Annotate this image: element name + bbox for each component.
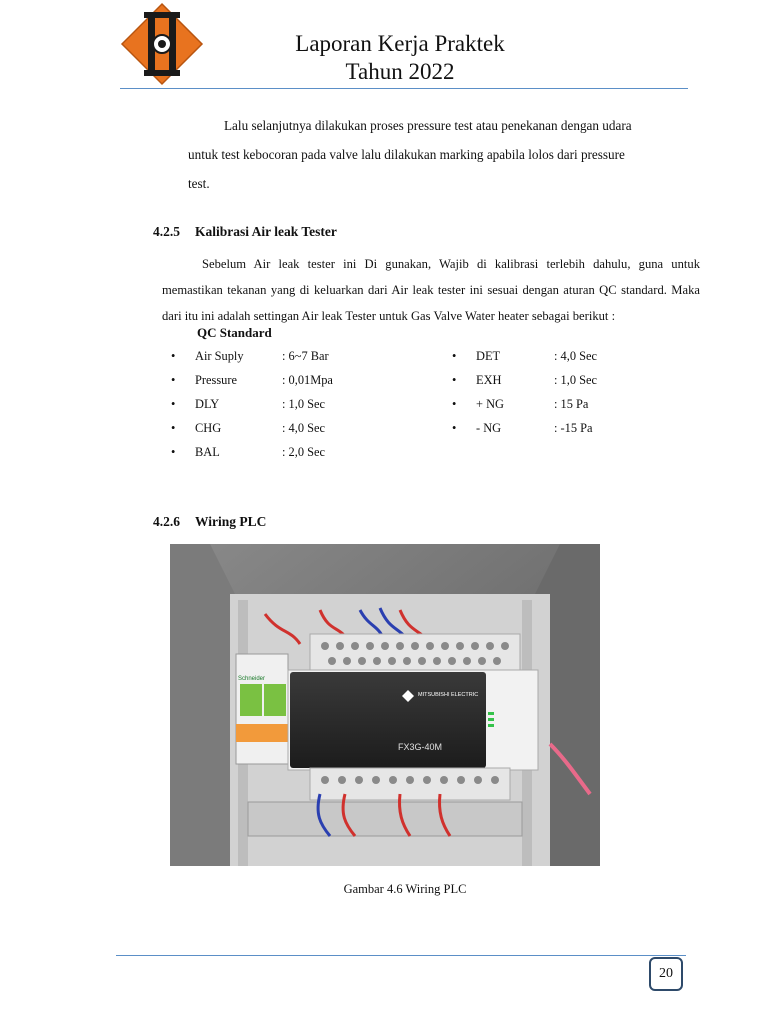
footer-rule (116, 955, 686, 956)
spec-value: : 15 Pa (554, 397, 589, 411)
spec-value: : 4,0 Sec (282, 421, 326, 435)
section-heading-426 (153, 514, 266, 530)
calibration-paragraph (162, 251, 700, 329)
spec-item (171, 392, 371, 416)
bullet: • (452, 421, 457, 435)
spec-name: DET (476, 349, 501, 363)
header-rule (120, 88, 688, 89)
spec-name: Pressure (195, 373, 237, 387)
bullet: • (171, 397, 176, 411)
report-year: Tahun 2022 (345, 59, 455, 84)
section-heading-425 (153, 224, 337, 240)
bullet: • (171, 421, 176, 435)
spec-item (452, 368, 652, 392)
section-number: 4.2.5 (153, 224, 180, 239)
spec-value: : 1,0 Sec (282, 397, 326, 411)
spec-item (171, 368, 371, 392)
spec-item (171, 416, 371, 440)
spec-name: CHG (195, 421, 222, 435)
spec-value: : 1,0 Sec (554, 373, 598, 387)
spec-value: : 6~7 Bar (282, 349, 329, 363)
spec-value: : 2,0 Sec (282, 445, 326, 459)
report-title: Laporan Kerja Praktek (295, 31, 505, 56)
section-title: Kalibrasi Air leak Tester (195, 224, 337, 239)
breaker-brand-label: Schneider (238, 676, 266, 682)
spec-value: : 0,01Mpa (282, 373, 333, 387)
spec-item (452, 416, 652, 440)
plc-wiring-photo (170, 544, 600, 866)
spec-name: BAL (195, 445, 220, 459)
spec-name: Air Suply (195, 349, 244, 363)
bullet: • (452, 373, 457, 387)
page-number: 20 (649, 957, 683, 991)
intro-line: Lalu selanjutnya dilakukan proses pressure test atau penekanan dengan udara (224, 118, 632, 133)
calibration-line: dari itu ini adalah settingan Air leak Tester untuk Gas Valve Water heater sebagai berikut : (162, 309, 616, 323)
calibration-line: memastikan tekanan yang di keluarkan dari Air leak tester ini sesuai dengan aturan QC standard. Maka (162, 283, 700, 297)
intro-line: test. (188, 176, 210, 191)
spec-value: : -15 Pa (554, 421, 593, 435)
calibration-line: Sebelum Air leak tester ini Di gunakan, Wajib di kalibrasi terlebih dahulu, guna untuk (202, 257, 700, 271)
spec-name: DLY (195, 397, 220, 411)
bullet: • (171, 445, 176, 459)
bullet: • (452, 397, 457, 411)
bullet: • (452, 349, 457, 363)
plc-brand-label: MITSUBISHI ELECTRIC (418, 692, 479, 698)
bullet: • (171, 349, 176, 363)
spec-value: : 4,0 Sec (554, 349, 598, 363)
spec-item (171, 344, 371, 368)
figure-caption: Gambar 4.6 Wiring PLC (343, 882, 467, 896)
plc-model-label: FX3G-40M (398, 742, 443, 752)
section-title: Wiring PLC (195, 514, 267, 529)
university-logo (120, 2, 204, 86)
bullet: • (171, 373, 176, 387)
qc-spec-list-left (171, 344, 371, 464)
spec-item (171, 440, 371, 464)
spec-item (452, 344, 652, 368)
spec-name: + NG (476, 397, 504, 411)
intro-line: untuk test kebocoran pada valve lalu dilakukan marking apabila lolos dari pressure (188, 147, 625, 162)
intro-paragraph (188, 111, 664, 198)
spec-name: EXH (476, 373, 502, 387)
spec-item (452, 392, 652, 416)
qc-spec-list-right (452, 344, 652, 440)
spec-name: - NG (476, 421, 502, 435)
qc-standard-title: QC Standard (197, 325, 272, 340)
section-number: 4.2.6 (153, 514, 180, 529)
